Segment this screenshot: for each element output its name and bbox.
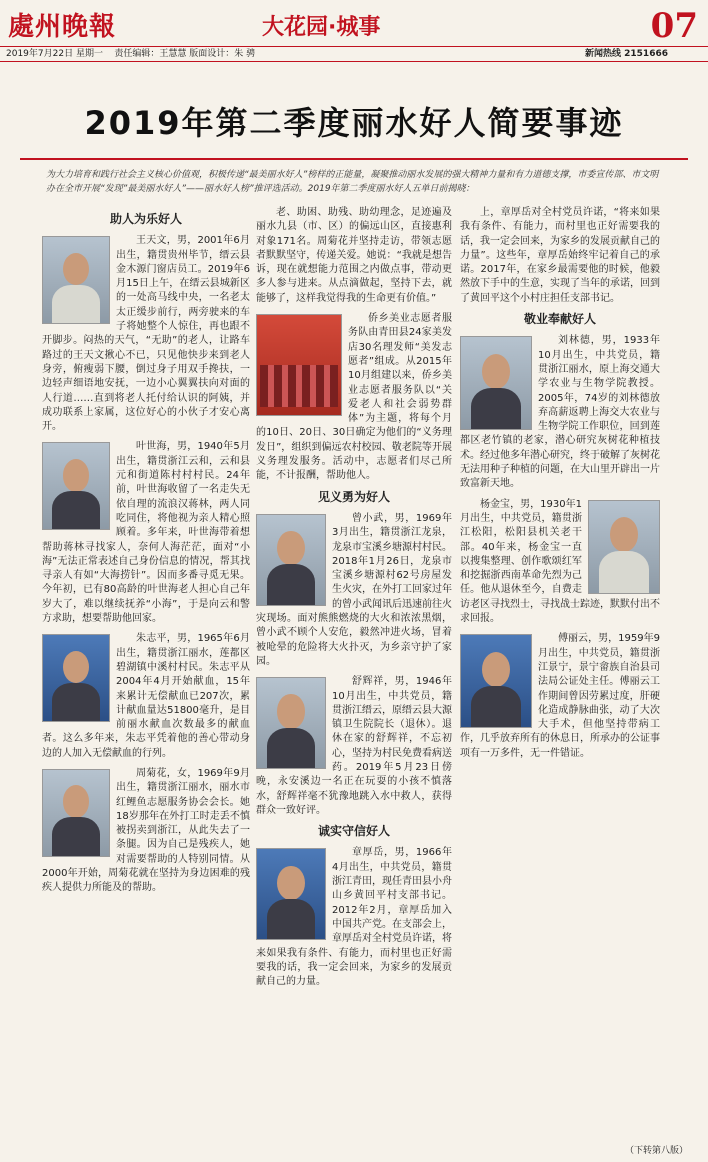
column-2 — [256, 206, 452, 1156]
portrait-photo — [42, 634, 110, 722]
bio-paragraph: 刘林德，男，1933年10月出生，中共党员，籍贯浙江丽水，原上海交通大学农业与生物学院教授。2005年，74岁的刘林德放弃高薪返聘上海交大农业与生物学院工作职位，回到莲都区老竹镇的老家，潜心研究灰树花种植技术。经过他多年潜心研究，终于破解了灰树花无法用种子种植的问题，在大山里开辟出一片致富新天地。 — [460, 335, 660, 490]
page-number: 07 — [650, 6, 698, 46]
bio-paragraph: 傅丽云，男，1959年9月出生，中共党员，籍贯浙江景宁，景宁畲族自治县司法局公证处主任。傅丽云工作期间曾因劳累过度，肝硬化造成静脉曲张，动了大次大手术，但他坚持带病工作，几乎放弃所有的休息日，所承办的公证事项有一万多件，无一件错证。 — [460, 633, 660, 759]
portrait-photo — [42, 442, 110, 530]
bio-paragraph: 周菊花，女，1969年9月出生，籍贯浙江丽水，丽水市红鲤鱼志愿服务协会会长。她18岁那年在外打工时走丢不慎被拐卖到浙江，从此失去了一条腿。因为自己是残疾人，她对需要帮助的人特别同情。从2000年开始，周菊花就在坚持为身边困难的残疾人提供力所能及的帮助。 — [42, 767, 250, 894]
bio-paragraph: 叶世海，男，1940年5月出生，籍贯浙江云和，云和县元和街道陈村村村民。24年前，叶世海收留了一名走失无依自理的流浪汉蒋林，两人同吃同住，将他视为亲人精心照顾着。多年来，叶世海带着想帮助蒋林寻找家人，奈何人海茫茫，面对“小海”无法正常表述自己身份信息的情况，帮其找寻亲人有如“大海捞针”。因而多番寻觅无果。今年初，已有80高龄的叶世海老人担心自己年岁大了，难以继续抚养“小海”，于是向云和警方求助，想要帮助他回家。 — [42, 441, 250, 625]
section-title: 大花园·城事 — [262, 15, 381, 40]
bio-paragraph: 杨金宝，男，1930年1月出生，中共党员，籍贯浙江松阳，松阳县机关老干部。40年来，杨金宝一直以搜集整理、创作歌颂红军和挖掘浙西南革命先烈为己任。他从退休至今，自费走访老区寻找烈士，寻找战士踪迹，默默付出不求回报。 — [460, 498, 660, 625]
column-1 — [42, 206, 250, 1156]
header-bar — [0, 46, 708, 62]
bio-paragraph: 王天文，男，2001年6月出生，籍贯贵州毕节，缙云县金木源门窗店员工。2019年6月15日上午，在缙云县城新区的一处高马线中央，一名老太太正缓步前行，两旁驶来的车子将她整个人惊住，再也跟不开脚步。闷热的天气，“无助”的老人，让路车路过的王天文揪心不已，只见他快步来到老人身旁，俯瘦弱下腰，倒过身子用双手搀扶，一边轻声细语地安抚，一边小心翼翼扶向对面的人行道……直到将老人托付给认识的阿姨，并成功联系上家属，这位好心的小伙子才安心离开。 — [42, 235, 250, 433]
portrait-photo — [256, 848, 326, 940]
portrait-photo — [256, 514, 326, 606]
intro-paragraph: 为大力培育和践行社会主义核心价值观，积极传递“最美丽水好人”榜样的正能量，凝聚推动丽水发展的强大精神力量和有力道德支撑，市委宣传部、市文明办在全市开展“发现”最美丽水好人”——丽水好人榜”推评选活动。2019年第二季度丽水好人五单日前揭晓： — [46, 170, 659, 194]
portrait-photo — [256, 677, 326, 769]
bio-paragraph: 曾小武，男，1969年3月出生，籍贯浙江龙泉，龙泉市宝溪乡塘源村村民。2018年1月26日，龙泉市宝溪乡塘源村62号房屋发生火灾，在外打工回家过年的曾小武闻讯后迅速前往火灾现场。面对熊熊燃烧的大火和浓浓黑烟，曾小武不顾个人安危，毅然冲进火场，冒着被呛晕的危险将大火扑灭，为乡亲守护了家园。 — [256, 512, 452, 667]
editor-line: 责任编辑：王慧慧 版面设计：朱 骋 — [114, 49, 256, 59]
bio-paragraph: 章厚岳，男，1966年4月出生，中共党员，籍贯浙江青田，现任青田县小舟山乡黄回平村支部书记。2012年2月，章厚岳加入中国共产党。在支部会上，章厚岳对全村党员许诺，将来如果我有条件、有能力，而村里也正好需要我的话，我一定会回来，为家乡的发展贡献自己的力量。 — [256, 847, 452, 988]
portrait-photo — [42, 769, 110, 857]
page-headline: 2019年第二季度丽水好人简要事迹 — [84, 104, 624, 142]
portrait-photo — [42, 236, 110, 324]
continued-note: （下转第八版） — [624, 1146, 688, 1156]
section-heading: 助人为乐好人 — [109, 212, 182, 226]
portrait-photo — [588, 500, 660, 594]
section-heading: 见义勇为好人 — [317, 489, 390, 504]
divider — [20, 158, 688, 160]
masthead — [0, 0, 708, 62]
section-heading: 诚实守信好人 — [317, 824, 390, 839]
section-heading: 敬业奉献好人 — [523, 312, 596, 327]
bio-paragraph: 上，章厚岳对全村党员许诺，“将来如果我有条件、有能力，而村里也正好需要我的话，我一定会回来，为家乡的发展贡献自己的力量”。这些年，章厚岳始终牢记着自己的承诺。2017年，在家乡最需要他的时候，他毅然放下手中的生意，实现了当年的承诺，回到了黄回平这个小村庄担任支部书记。 — [460, 207, 660, 304]
bio-paragraph: 侨乡美业志愿者服务队由青田县24家美发店30名理发师“美发志愿者”组成。从2015年10月组建以来，侨乡美业志愿者服务队以“关爱老人和社会弱势群体”为主题，将每个月的10日、20日、30日确定为他们的“义务理发日”，组织到偏远农村校园、敬老院等开展义务理发服务。活动中，志愿者们尽己所能，不计报酬，帮助他人。 — [256, 313, 452, 482]
newspaper-logo: 處州晚報 — [8, 12, 117, 42]
hotline: 新闻热线 2151666 — [585, 49, 668, 59]
bio-paragraph: 朱志平，男，1965年6月出生，籍贯浙江丽水，莲都区碧湖镇中溪村村民。朱志平从2004年4月开始献血，15年来累计无偿献血已207次，累计献血量达51800毫升，是目前丽水献血次数最多的献血者。这么多年来，朱志平凭着他的善心带动身边的人加入无偿献血的行列。 — [42, 633, 250, 759]
portrait-photo — [460, 336, 532, 430]
bio-paragraph: 老、助困、助残、助幼理念，足迹遍及丽水九县（市、区）的偏远山区，直接惠利对象171名。周菊花并坚持走访，带领志愿者默默坚守，传递关爱。她说：“我就是想告诉，现在就想能力范围之内做点事，带动更多人参与进来。从点滴做起，坚持下去，就能够了，这样我觉得我的生命更有价值。” — [256, 207, 452, 304]
date-line: 2019年7月22日 星期一 — [6, 49, 103, 59]
portrait-photo — [460, 634, 532, 728]
bio-paragraph: 舒辉祥，男，1946年10月出生，中共党员，籍贯浙江缙云，原缙云县大源镇卫生院院长（退休）。退休在家的舒辉祥，不忘初心，坚持为村民免费看病送药。2019年5月23日傍晚，永安溪边一名正在玩耍的小孩不慎落水，舒辉祥毫不犹豫地跳入水中救人，获得群众一致好评。 — [256, 676, 452, 816]
column-3 — [460, 206, 660, 1156]
group-photo — [256, 314, 342, 416]
